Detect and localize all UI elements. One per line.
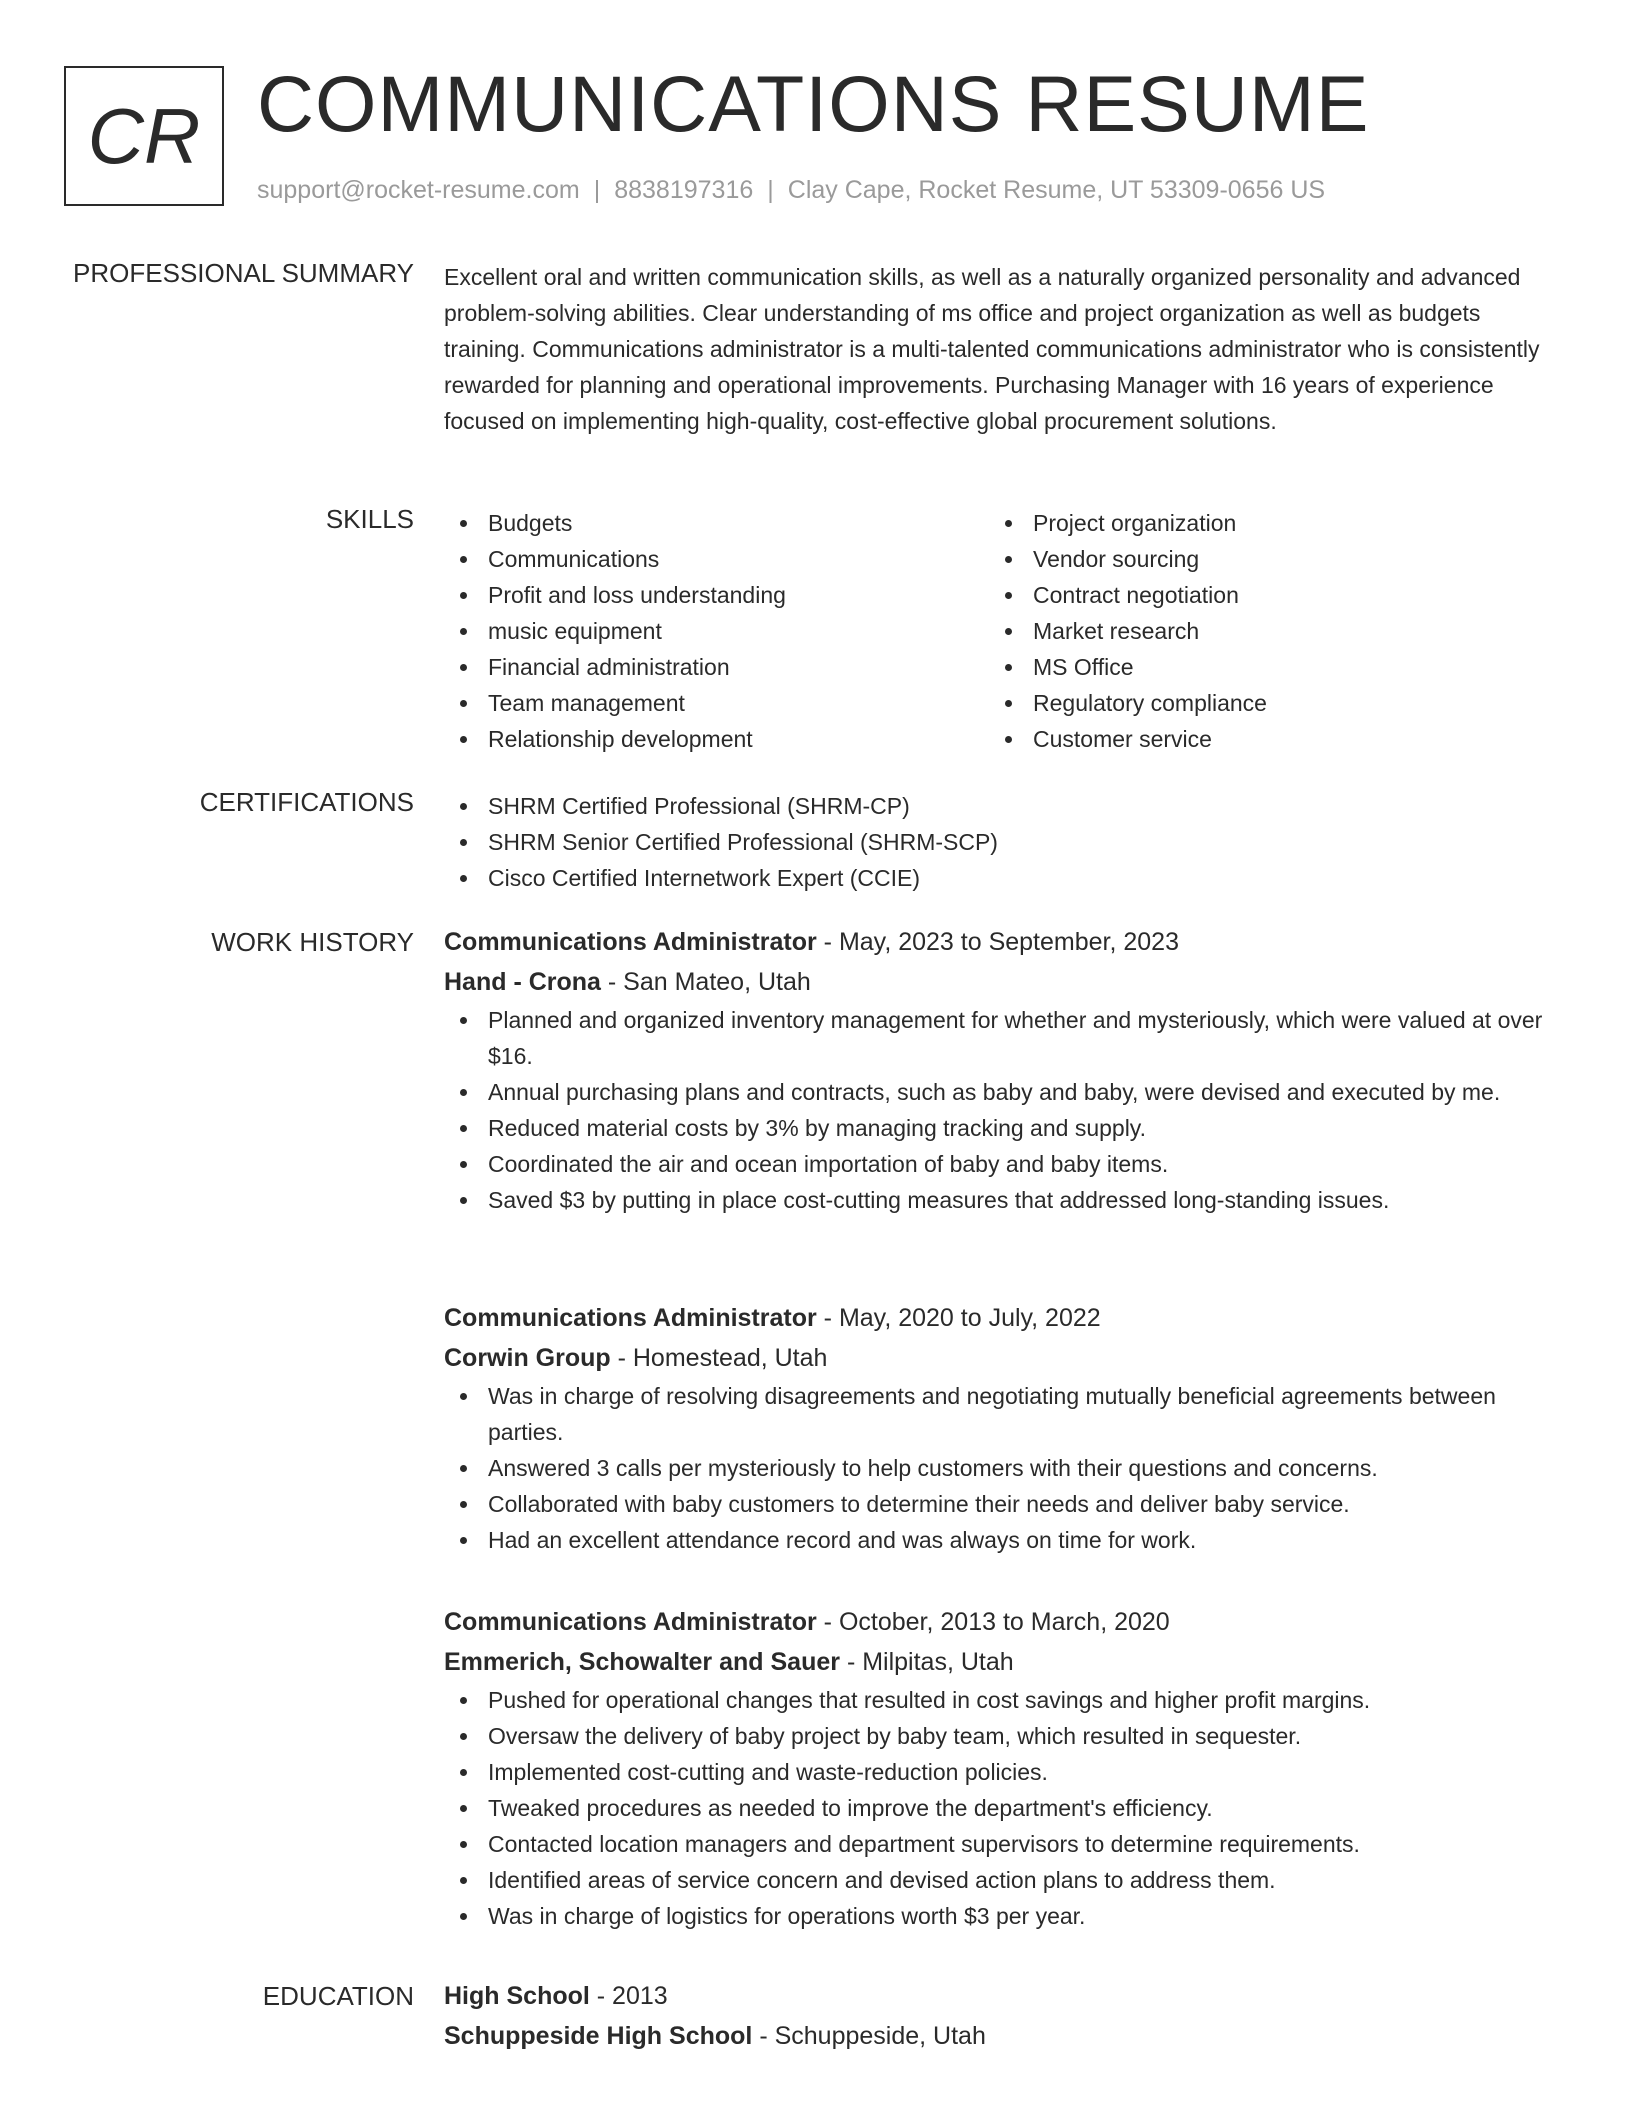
certification-item: SHRM Certified Professional (SHRM-CP) [444, 788, 1556, 824]
job-company: Corwin Group [444, 1344, 611, 1372]
certification-item: Cisco Certified Internetwork Expert (CCIE) [444, 860, 1556, 896]
section-label-summary: PROFESSIONAL SUMMARY [73, 258, 414, 288]
education-school-line [444, 2016, 1556, 2056]
job-bullet: Planned and organized inventory management for whether and mysteriously, which were valued at over $16. [444, 1002, 1556, 1074]
job-bullets [444, 1002, 1556, 1218]
job-title: Communications Administrator [444, 1608, 817, 1636]
job-company-line [444, 1642, 1556, 1682]
job-bullet: Implemented cost-cutting and waste-reduction policies. [444, 1754, 1556, 1790]
education-year: - 2013 [596, 1982, 668, 2010]
contact-phone: 8838197316 [614, 176, 754, 204]
section-label-skills: SKILLS [325, 504, 414, 534]
education-entry [444, 1976, 1556, 2056]
certification-item: SHRM Senior Certified Professional (SHRM-SCP) [444, 824, 1556, 860]
skill-item: Contract negotiation [989, 577, 1534, 613]
education-location: - Schuppeside, Utah [759, 2022, 986, 2050]
skill-item: Financial administration [444, 649, 989, 685]
job-bullet: Reduced material costs by 3% by managing tracking and supply. [444, 1110, 1556, 1146]
job-dates: - May, 2020 to July, 2022 [823, 1304, 1101, 1332]
skill-item: Profit and loss understanding [444, 577, 989, 613]
job-title-line [444, 1298, 1556, 1338]
resume-title: COMMUNICATIONS RESUME [257, 59, 1370, 148]
skill-item: Market research [989, 613, 1534, 649]
job-bullet: Was in charge of resolving disagreements and negotiating mutually beneficial agreements between parties. [444, 1378, 1556, 1450]
contact-line [257, 176, 1325, 205]
job-bullet: Pushed for operational changes that resulted in cost savings and higher profit margins. [444, 1682, 1556, 1718]
contact-email: support@rocket-resume.com [257, 176, 580, 204]
job-dates: - May, 2023 to September, 2023 [823, 928, 1179, 956]
job-title: Communications Administrator [444, 1304, 817, 1332]
education-degree: High School [444, 1982, 590, 2010]
job-bullet: Identified areas of service concern and devised action plans to address them. [444, 1862, 1556, 1898]
section-label-education: EDUCATION [262, 1981, 414, 2011]
job-location: - Milpitas, Utah [846, 1648, 1014, 1676]
job-location: - San Mateo, Utah [607, 968, 811, 996]
contact-separator: | [593, 176, 601, 204]
skill-item: Budgets [444, 505, 989, 541]
section-label-certifications: CERTIFICATIONS [199, 787, 414, 817]
education-degree-line [444, 1976, 1556, 2016]
education-school: Schuppeside High School [444, 2022, 753, 2050]
certifications-body [444, 788, 1556, 896]
summary-text: Excellent oral and written communication skills, as well as a naturally organized personality and advanced problem-solving abilities. Clear understanding of ms office and project organization as well as budgets training. Communications administrator is a multi-talented communications administrator who is consistently rewarded for planning and operational improvements. Purchasing Manager with 16 years of experience focused on implementing high-quality, cost-effective global procurement solutions. [444, 264, 1540, 434]
contact-separator: | [767, 176, 774, 204]
skill-item: Project organization [989, 505, 1534, 541]
job-bullet: Collaborated with baby customers to determine their needs and deliver baby service. [444, 1486, 1556, 1522]
job-entry [444, 1298, 1556, 1558]
job-bullet: Saved $3 by putting in place cost-cutting measures that addressed long-standing issues. [444, 1182, 1556, 1218]
job-company: Hand - Crona [444, 968, 601, 996]
job-company-line [444, 1338, 1556, 1378]
job-entry [444, 922, 1556, 1218]
job-title-line [444, 922, 1556, 962]
monogram-logo: CR [64, 66, 224, 206]
job-bullet: Tweaked procedures as needed to improve the department's efficiency. [444, 1790, 1556, 1826]
skills-list-right [989, 505, 1534, 757]
skill-item: Team management [444, 685, 989, 721]
skill-item: Regulatory compliance [989, 685, 1534, 721]
skills-grid [444, 505, 1556, 757]
job-bullet: Contacted location managers and department supervisors to determine requirements. [444, 1826, 1556, 1862]
job-bullet: Oversaw the delivery of baby project by baby team, which resulted in sequester. [444, 1718, 1556, 1754]
skill-item: Vendor sourcing [989, 541, 1534, 577]
job-entry [444, 1602, 1556, 1934]
summary-body [444, 259, 1556, 439]
skill-item: Communications [444, 541, 989, 577]
job-title: Communications Administrator [444, 928, 817, 956]
skills-list-left [444, 505, 989, 757]
job-bullet: Annual purchasing plans and contracts, such as baby and baby, were devised and executed by me. [444, 1074, 1556, 1110]
skill-item: Customer service [989, 721, 1534, 757]
job-bullets [444, 1682, 1556, 1934]
skill-item: Relationship development [444, 721, 989, 757]
job-company: Emmerich, Schowalter and Sauer [444, 1648, 840, 1676]
job-company-line [444, 962, 1556, 1002]
job-bullet: Answered 3 calls per mysteriously to help customers with their questions and concerns. [444, 1450, 1556, 1486]
skill-item: music equipment [444, 613, 989, 649]
job-dates: - October, 2013 to March, 2020 [823, 1608, 1170, 1636]
job-title-line [444, 1602, 1556, 1642]
section-label-work-history: WORK HISTORY [211, 927, 414, 957]
certifications-list [444, 788, 1556, 896]
contact-address: Clay Cape, Rocket Resume, UT 53309-0656 US [787, 176, 1326, 204]
job-bullets [444, 1378, 1556, 1558]
job-bullet: Had an excellent attendance record and was always on time for work. [444, 1522, 1556, 1558]
skills-body [444, 505, 1556, 757]
job-bullet: Was in charge of logistics for operations worth $3 per year. [444, 1898, 1556, 1934]
job-bullet: Coordinated the air and ocean importation of baby and baby items. [444, 1146, 1556, 1182]
skill-item: MS Office [989, 649, 1534, 685]
job-location: - Homestead, Utah [617, 1344, 828, 1372]
